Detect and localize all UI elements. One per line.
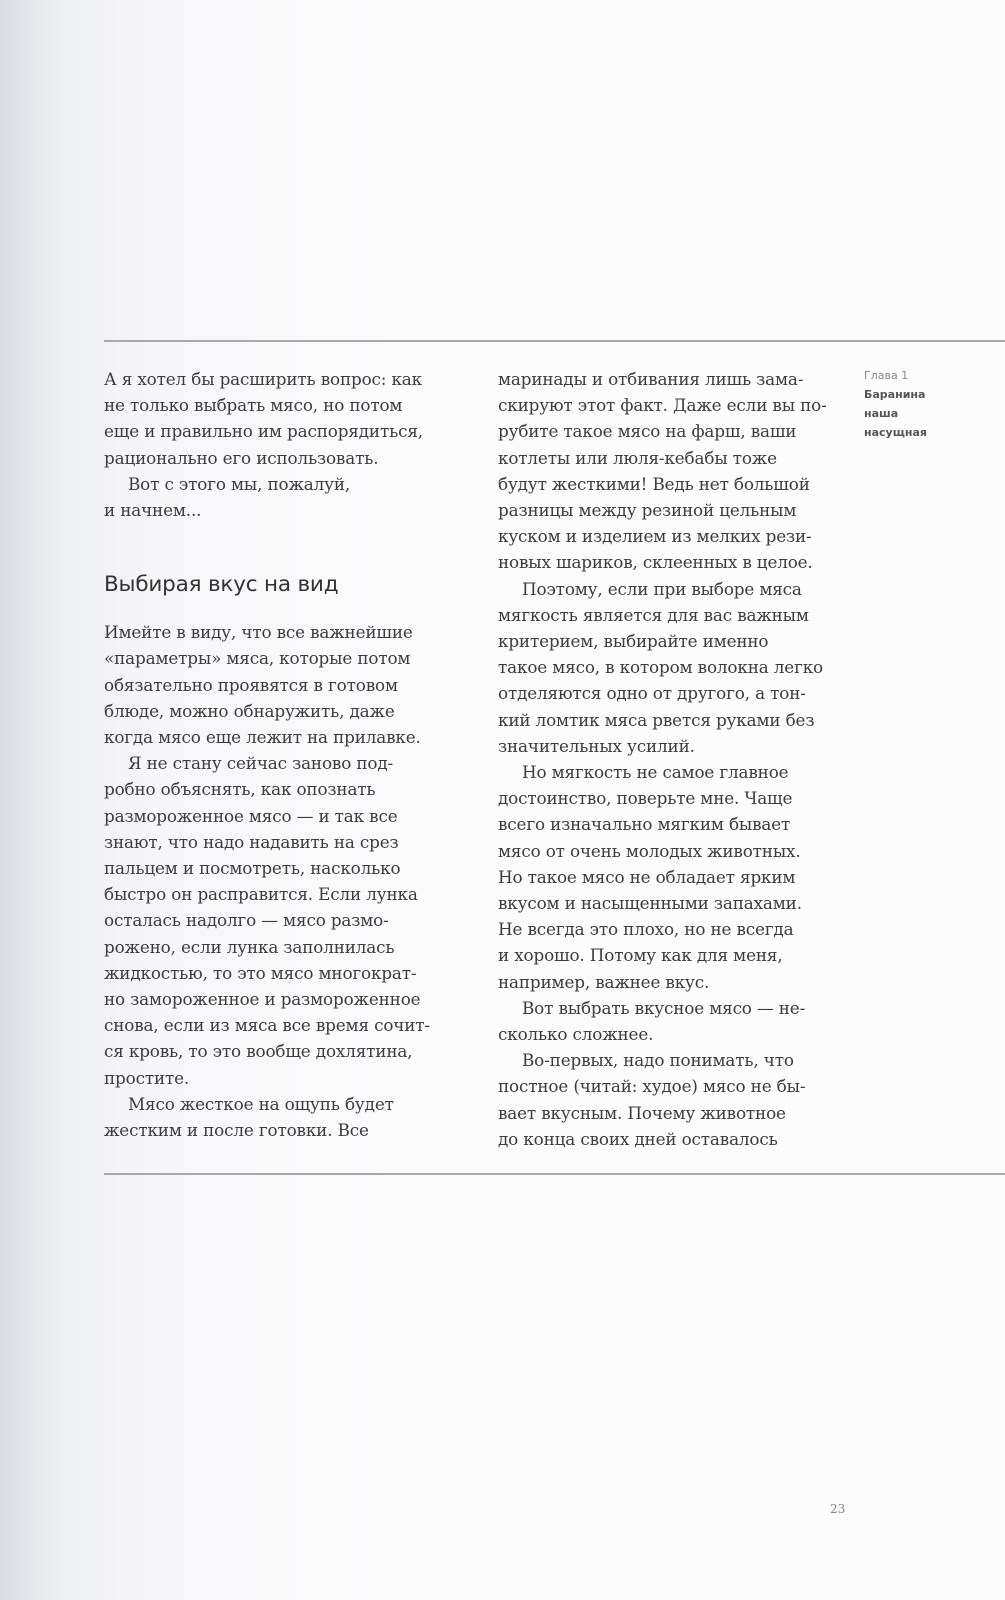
- top-rule: [104, 340, 1005, 342]
- section-heading: Выбирая вкус на вид: [104, 572, 339, 598]
- chapter-title: Баранина наша насущная: [864, 388, 927, 439]
- body-paragraph: Я не стану сейчас заново под- робно объяснять, как опознать размороженное мясо — и так все знают, что надо надавить на срез пальцем и посмотреть, насколько быстро он расправится. Если лунка осталась надолго — мясо размо- рожено, если лунка заполнилась жидкостью, то это мясо многократ- но замороженное и размороженное снова, если из мяса все время сочит- ся кровь, то это вообще дохлятина, простите.: [104, 753, 430, 1088]
- bottom-rule: [104, 1173, 1005, 1175]
- intro-paragraph: Вот с этого мы, пожалуй, и начнем...: [104, 473, 351, 521]
- body-paragraph: Вот выбрать вкусное мясо — не- сколько сложнее.: [498, 997, 806, 1045]
- body-paragraph: Но мягкость не самое главное достоинство, поверьте мне. Чаще всего изначально мягким бывает мясо от очень молодых животных. Но такое мясо не обладает ярким вкусом и насыщенными запахами. Не всегда это плохо, но не всегда и хорошо. Потому как для меня, например, важнее вкус.: [498, 762, 802, 992]
- body-paragraph: Поэтому, если при выборе мяса мягкость является для вас важным критерием, выбирайте именно такое мясо, в котором волокна легко отделяются одно от другого, а тон- кий ломтик мяса рвется руками без значительных усилий.: [498, 578, 823, 756]
- chapter-label: Глава 1: [864, 369, 909, 382]
- body-paragraph: маринады и отбивания лишь зама- скируют этот факт. Даже если вы по- рубите такое мясо на фарш, ваши котлеты или люля-кебабы тоже будут жесткими! Ведь нет большой разницы между резиной цельным куском и изделием из мелких рези- новых шариков, склеенных в целое.: [498, 369, 827, 573]
- body-paragraph: Имейте в виду, что все важнейшие «параметры» мяса, которые потом обязательно проявятся в готовом блюде, можно обнаружить, даже когда мясо еще лежит на прилавке.: [104, 622, 421, 748]
- body-paragraph: Во-первых, надо понимать, что постное (читай: худое) мясо не бы- вает вкусным. Почему животное до конца своих дней оставалось: [498, 1050, 806, 1149]
- body-paragraph: Мясо жесткое на ощупь будет жестким и после готовки. Все: [104, 1093, 394, 1141]
- chapter-marker: [864, 366, 994, 442]
- left-column: [104, 366, 449, 1143]
- intro-paragraph: А я хотел бы расширить вопрос: как не только выбрать мясо, но потом еще и правильно им распорядиться, рационально его использовать.: [104, 369, 423, 468]
- page-number: 23: [830, 1502, 846, 1516]
- right-column: [498, 366, 843, 1152]
